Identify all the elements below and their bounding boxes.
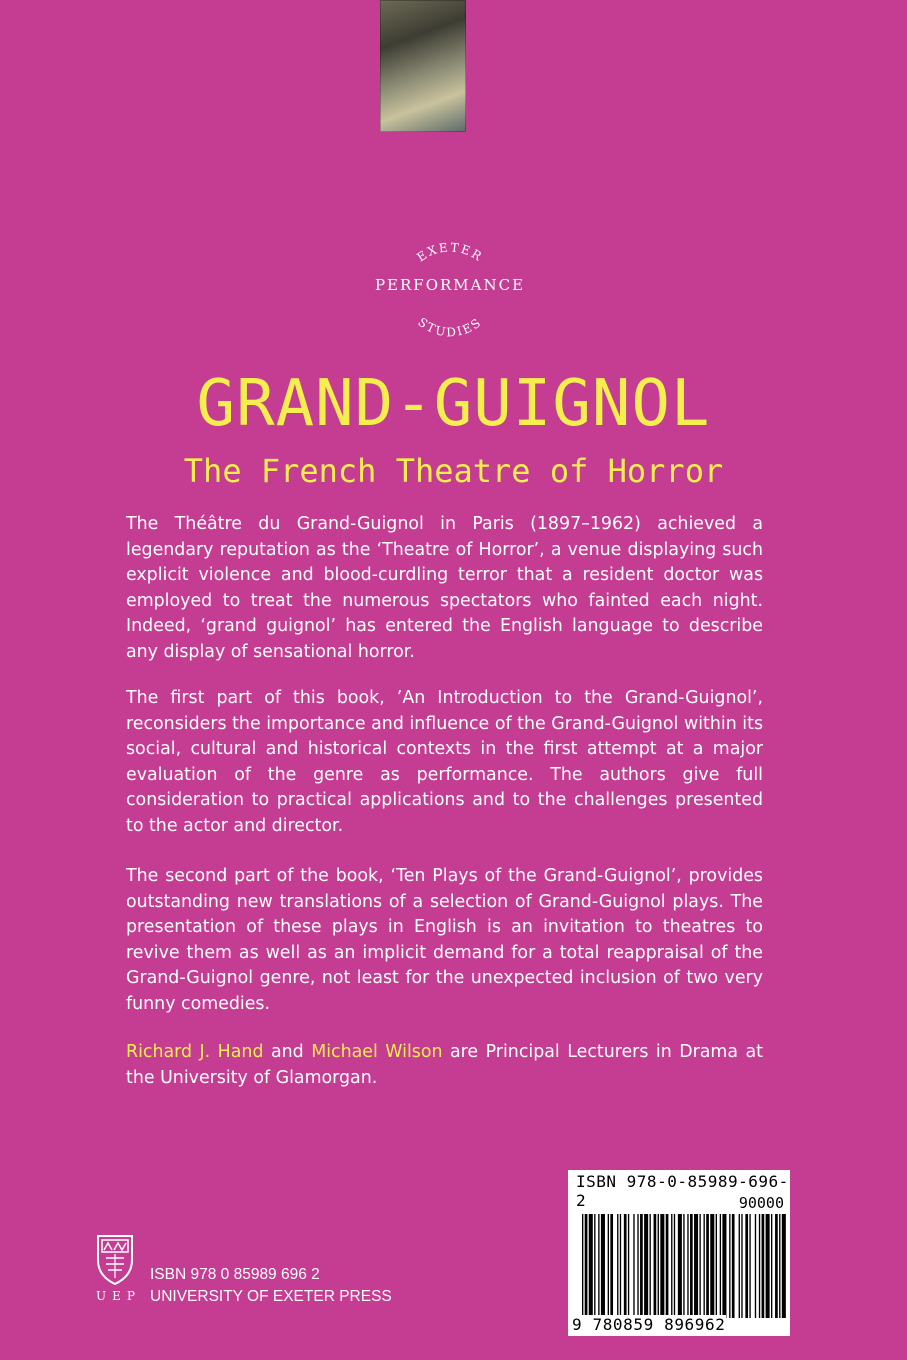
barcode-bar	[640, 1214, 643, 1318]
barcode-bar	[749, 1214, 750, 1318]
author-bio	[126, 1040, 763, 1091]
barcode-bar	[706, 1214, 709, 1318]
cover-illustration-thumbnail	[380, 0, 466, 132]
barcode-bar	[762, 1214, 765, 1318]
barcode-bar	[759, 1214, 760, 1318]
barcode-bar	[771, 1214, 772, 1318]
barcode-bar	[694, 1214, 698, 1318]
series-middle-label: PERFORMANCE	[374, 276, 526, 294]
isbn-barcode	[568, 1170, 790, 1336]
barcode-bar	[775, 1214, 778, 1318]
barcode-bar	[720, 1214, 721, 1318]
barcode-bar	[683, 1214, 684, 1318]
barcode-bar	[633, 1214, 634, 1318]
barcode-bar	[766, 1214, 770, 1318]
publisher-isbn: ISBN 978 0 85989 696 2	[150, 1266, 320, 1283]
barcode-bar	[732, 1214, 735, 1318]
barcode-bar	[658, 1214, 659, 1318]
barcode-bar	[628, 1214, 629, 1318]
book-title: GRAND-GUIGNOL	[196, 367, 711, 441]
author-bio-text: are Principal Lecturers in Drama at the University of Glamorgan.	[126, 1042, 764, 1088]
barcode-bar	[739, 1214, 740, 1318]
barcode-bar	[637, 1214, 638, 1318]
barcode-bar	[782, 1214, 786, 1318]
barcode-bars	[582, 1214, 786, 1318]
barcode-price-code: 90000	[738, 1194, 784, 1212]
barcode-bar	[722, 1214, 726, 1318]
book-subtitle: The French Theatre of Horror	[183, 452, 724, 490]
barcode-bar	[704, 1214, 705, 1318]
blurb-paragraph-1: The Théâtre du Grand-Guignol in Paris (1897–1962) achieved a legendary reputation as the ‘Theatre of Horror’, a venue displaying such explicit violence and blood-curdling terror that a resident doctor was employed to treat the numerous spectators who fainted each night. Indeed, ‘grand guignol’ has entered the English language to describe any display of sensational horror.	[126, 514, 763, 662]
author-connector: and	[263, 1042, 312, 1062]
barcode-bar	[687, 1214, 688, 1318]
barcode-bar	[678, 1214, 682, 1318]
barcode-bar	[716, 1214, 717, 1318]
barcode-isbn-label: ISBN 978-0-85989-696-2	[576, 1172, 789, 1210]
barcode-bar	[755, 1214, 756, 1318]
barcode-bar	[585, 1214, 588, 1318]
barcode-bar	[674, 1214, 675, 1318]
barcode-bar	[644, 1214, 648, 1318]
barcode-bar	[610, 1214, 613, 1318]
barcode-bar	[617, 1214, 618, 1318]
author-name-1: Richard J. Hand	[126, 1042, 264, 1062]
barcode-digits: 9 780859 896962	[572, 1315, 726, 1334]
barcode-bar	[710, 1214, 714, 1318]
barcode-bar	[671, 1214, 672, 1318]
barcode-bar	[729, 1214, 730, 1318]
barcode-bar	[650, 1214, 651, 1318]
barcode-bar	[745, 1214, 748, 1318]
barcode-bar	[620, 1214, 621, 1318]
barcode-bar	[582, 1214, 583, 1318]
press-initials: UEP	[96, 1289, 141, 1303]
barcode-bar	[654, 1214, 657, 1318]
barcode-bar	[608, 1214, 609, 1318]
barcode-bar	[779, 1214, 780, 1318]
author-name-2: Michael Wilson	[311, 1042, 443, 1062]
series-bottom-label: STUDIES	[415, 314, 485, 340]
series-top-label: EXETER	[414, 240, 486, 265]
barcode-bar	[666, 1214, 669, 1318]
barcode-bar	[660, 1214, 664, 1318]
exeter-performance-studies-logo	[335, 232, 565, 352]
barcode-bar	[601, 1214, 605, 1318]
barcode-bar	[690, 1214, 693, 1318]
barcode-bar	[624, 1214, 627, 1318]
barcode-bar	[598, 1214, 599, 1318]
publisher-name: UNIVERSITY OF EXETER PRESS	[150, 1288, 392, 1305]
barcode-bar	[594, 1214, 595, 1318]
barcode-bar	[699, 1214, 700, 1318]
barcode-bar	[589, 1214, 593, 1318]
blurb-paragraph-3: The second part of the book, ‘Ten Plays of the Grand-Guignol’, provides outstanding new translations of a selection of Grand-Guignol plays. The presentation of these plays in English is an invitation to theatres to revive them as well as an implicit demand for a total reappraisal of the Grand-Guignol genre, not least for the unexpected inclusion of two very funny comedies.	[126, 866, 763, 1014]
blurb-paragraph-2: The first part of this book, ’An Introduction to the Grand-Guignol’, reconsiders the importance and influence of the Grand-Guignol within its social, cultural and historical contexts in the first attempt at a major evaluation of the genre as performance. The authors give full consideration to practical applications and to the challenges presented to the actor and director.	[126, 688, 763, 836]
barcode-bar	[741, 1214, 742, 1318]
